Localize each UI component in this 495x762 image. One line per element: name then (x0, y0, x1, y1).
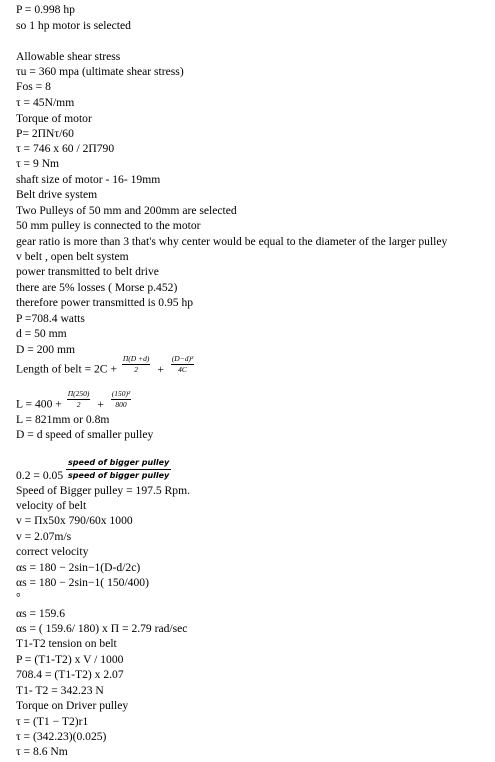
text-line: T1-T2 tension on belt (16, 637, 117, 650)
text-line: v = Πx50x 790/60x 1000 (16, 514, 133, 527)
fraction-denominator: speed of bigger pulley (68, 471, 170, 480)
text-line: P =708.4 watts (16, 312, 85, 325)
text-line: Speed of Bigger pulley = 197.5 Rpm. (16, 484, 190, 497)
text-line: τ = 8.6 Nm (16, 745, 68, 758)
text-line: Two Pulleys of 50 mm and 200mm are selected (16, 204, 237, 217)
fraction-numerator: Π(D +d) (122, 354, 150, 363)
text-line: αs = 159.6 (16, 607, 66, 620)
fraction-pi-sum (122, 355, 151, 373)
text-line: P = (T1-T2) x V / 1000 (16, 653, 124, 666)
text-line: T1- T2 = 342.23 N (16, 684, 104, 697)
speed-ratio-fraction (66, 459, 171, 480)
fraction-pi-250 (67, 390, 91, 408)
text-line: Fos = 8 (16, 80, 51, 93)
text-line: Belt drive system (16, 188, 98, 201)
text-line: P = 0.998 hp (16, 3, 75, 16)
text-line: there are 5% losses ( Morse p.452) (16, 281, 178, 294)
fraction-numerator: speed of bigger pulley (66, 459, 171, 470)
text-line: D = 200 mm (16, 343, 76, 356)
degree-symbol: ° (16, 591, 21, 604)
text-line: τu = 360 mpa (ultimate shear stress) (16, 65, 184, 78)
text-line: v = 2.07m/s (16, 530, 72, 543)
text-line: αs = ( 159.6/ 180) x Π = 2.79 rad/sec (16, 622, 188, 635)
text-line: 50 mm pulley is connected to the motor (16, 219, 201, 232)
fraction-denominator: 2 (76, 399, 81, 409)
fraction-numerator: (150)² (111, 389, 131, 398)
text-line: therefore power transmitted is 0.95 hp (16, 296, 194, 309)
text-line: d = 50 mm (16, 327, 67, 340)
text-line: shaft size of motor - 16- 19mm (16, 173, 161, 186)
text-line: αs = 180 − 2sin−1(D-d/2c) (16, 561, 141, 574)
text-line: gear ratio is more than 3 that's why center would be equal to the diameter of the larger pulley (16, 235, 448, 248)
formula-lhs: L = 400 + (16, 397, 62, 411)
fraction-diff-squared (171, 355, 194, 373)
fraction-denominator: 4C (178, 364, 187, 374)
text-line: αs = 180 − 2sin−1( 150/400) (16, 576, 149, 589)
fraction-150-squared (111, 390, 132, 408)
fraction-numerator: Π(250) (67, 389, 90, 398)
text-line: D = d speed of smaller pulley (16, 428, 154, 441)
text-line: correct velocity (16, 545, 89, 558)
text-line: L = 821mm or 0.8m (16, 413, 110, 426)
text-line: Allowable shear stress (16, 50, 121, 63)
text-line: velocity of belt (16, 499, 87, 512)
text-line: P= 2ΠNτ/60 (16, 127, 74, 140)
text-line: τ = 45N/mm (16, 96, 75, 109)
text-line: power transmitted to belt drive (16, 265, 159, 278)
formula-lhs: 0.2 = 0.05 (16, 469, 64, 483)
text-line: v belt , open belt system (16, 250, 129, 263)
text-line: τ = 746 x 60 / 2Π790 (16, 142, 115, 155)
formula-lhs: Length of belt = 2C + (16, 362, 117, 376)
text-line: 708.4 = (T1-T2) x 2.07 (16, 668, 124, 681)
plus-sign: + (157, 362, 164, 376)
fraction-numerator: (D−d)² (171, 354, 194, 363)
text-line: τ = (T1 − T2)r1 (16, 715, 89, 728)
fraction-denominator: 2 (134, 364, 139, 374)
text-line: Torque of motor (16, 112, 92, 125)
text-line: Torque on Driver pulley (16, 699, 129, 712)
text-line: τ = 9 Nm (16, 157, 60, 170)
plus-sign: + (97, 397, 104, 411)
text-line: so 1 hp motor is selected (16, 19, 131, 32)
fraction-denominator: 800 (115, 399, 127, 409)
text-line: τ = (342.23)(0.025) (16, 730, 107, 743)
